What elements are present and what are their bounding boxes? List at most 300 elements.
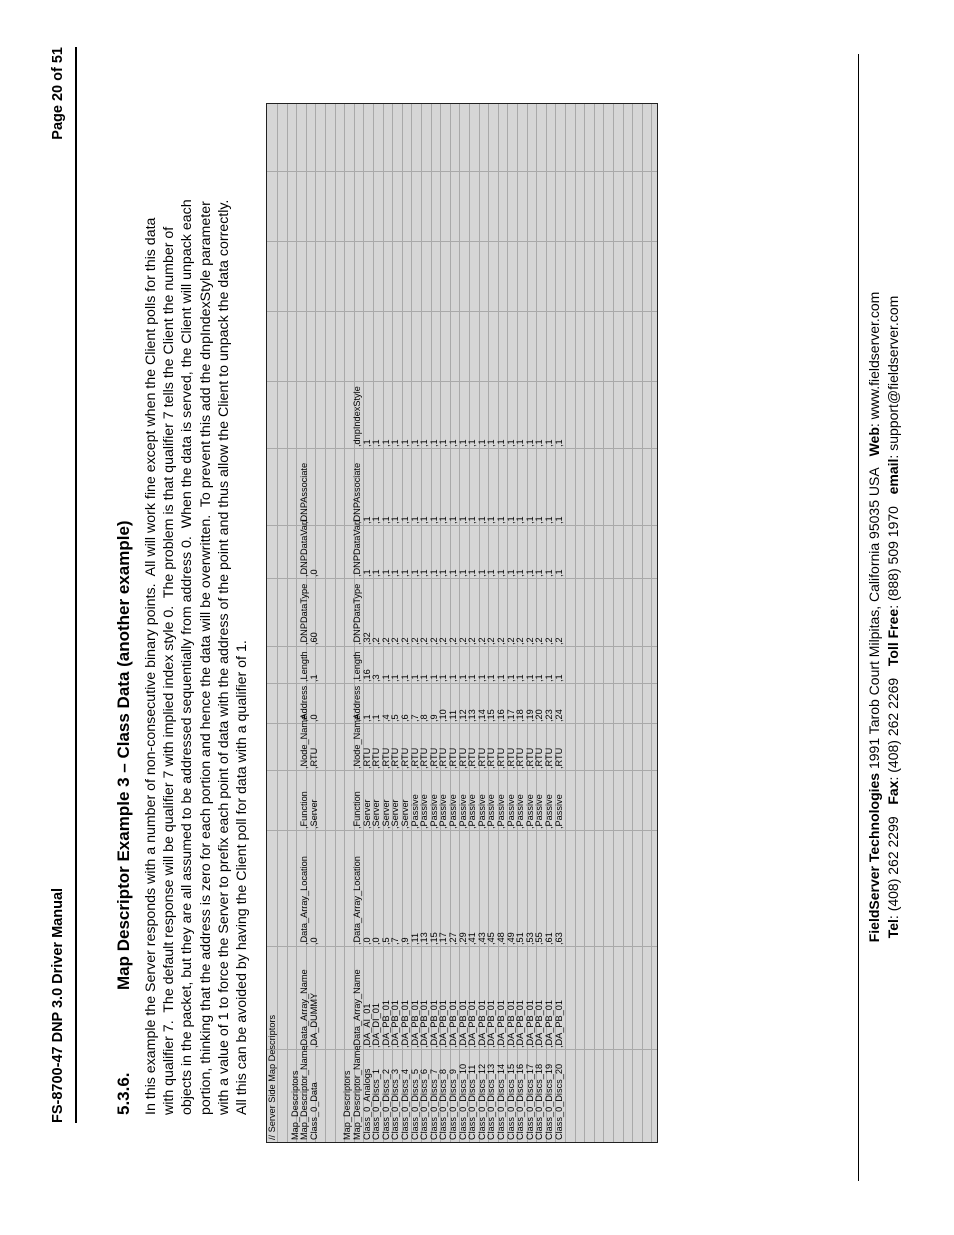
table-cell: ,15 (428, 932, 439, 945)
table-cell: ,1 (505, 516, 516, 524)
table-cell: ,1 (486, 439, 497, 447)
table-cell: ,DNPDataVari (299, 519, 310, 577)
table-cell: Map_Descriptor_Name (299, 1045, 310, 1140)
table-cell: ,1 (428, 516, 439, 524)
table-cell: ,DA_PB_01 (524, 999, 535, 1048)
footer-rule (858, 54, 859, 1181)
table-cell: ,1 (543, 516, 554, 524)
table-cell: Class_0_Discs_11 (467, 1064, 478, 1140)
table-cell: Class_0_Discs_5 (409, 1069, 420, 1140)
table-cell: ,9 (428, 714, 439, 722)
table-cell: ,1 (515, 439, 526, 447)
table-cell: ,1 (447, 674, 458, 682)
table-cell: ,1 (447, 516, 458, 524)
body-line: All this can be avoided by having the Client poll for data with a qualifier of 1. (234, 640, 251, 1115)
table-cell: Class_0_Discs_18 (534, 1063, 545, 1140)
table-cell: ,18 (515, 709, 526, 722)
table-cell: ,DA_PB_01 (409, 999, 420, 1048)
table-cell: ,Server (361, 799, 372, 829)
table-cell: ,1 (505, 439, 516, 447)
table-cell: Class_0_Discs_9 (447, 1069, 458, 1140)
table-cell: ,1 (534, 439, 545, 447)
table-cell: ,RTU (486, 747, 497, 769)
table-cell: ,16 (361, 669, 372, 682)
table-cell: Class_0_Discs_12 (476, 1063, 487, 1140)
table-cell: ,1 (371, 714, 382, 722)
table-cell: ,Passive (553, 794, 564, 829)
grid-row-line (575, 104, 576, 1142)
table-cell: ,7 (390, 937, 401, 945)
table-cell: ,DA_AI_01 (361, 1003, 372, 1048)
body-paragraph (142, 95, 251, 1115)
table-cell: ,DA_PB_01 (380, 999, 391, 1048)
table-cell: ,DA_PB_01 (553, 999, 564, 1048)
table-cell: ,2 (399, 637, 410, 645)
table-cell: ,1 (467, 569, 478, 577)
section-number: 5.3.6. (114, 1072, 133, 1115)
table-cell: ,1 (524, 569, 535, 577)
table-cell: ,60 (308, 632, 319, 645)
table-cell: ,RTU (524, 747, 535, 769)
table-row (430, 104, 440, 1142)
table-cell: ,2 (524, 637, 535, 645)
footer-fax-label: Fax (885, 780, 901, 805)
table-row (507, 104, 517, 1142)
table-cell: ,Data_Array_Location (299, 856, 310, 945)
table-cell: ,2 (390, 637, 401, 645)
table-cell: ,2 (553, 637, 564, 645)
table-row (363, 104, 373, 1142)
table-row (382, 104, 392, 1142)
table-cell: ,1 (428, 674, 439, 682)
table-cell: ,1 (524, 439, 535, 447)
table-cell: ,1 (524, 516, 535, 524)
table-cell: ,1 (419, 439, 430, 447)
table-cell: ,55 (534, 932, 545, 945)
table-cell: ,DA_PB_01 (495, 999, 506, 1048)
grid-row-line (642, 104, 643, 1142)
table-cell: ,1 (543, 674, 554, 682)
table-cell: ,2 (515, 637, 526, 645)
table-cell: ,Passive (428, 794, 439, 829)
table-row (555, 104, 565, 1142)
table-cell: Class_0_Discs_4 (399, 1069, 410, 1140)
table-cell: ,DA_PB_01 (476, 999, 487, 1048)
table-cell: ,1 (476, 439, 487, 447)
table-cell: ,32 (361, 632, 372, 645)
table-cell: ,1 (447, 569, 458, 577)
table-cell: ,2 (428, 637, 439, 645)
table-cell: ,1 (543, 439, 554, 447)
table-row (545, 104, 555, 1142)
table-cell: ,DA_PB_01 (467, 999, 478, 1048)
footer-tollfree-label: Toll Free (885, 608, 901, 667)
table-cell: ,1 (390, 516, 401, 524)
table-cell: ,11 (447, 709, 458, 722)
table-cell: ,51 (515, 932, 526, 945)
table-cell: ,19 (524, 709, 535, 722)
table-cell: ,2 (467, 637, 478, 645)
table-cell: ,Passive (486, 794, 497, 829)
table-cell: ,Server (390, 799, 401, 829)
table-cell: ,DA_PB_01 (419, 999, 430, 1048)
table-cell: ,Data_Array_Name (299, 969, 310, 1048)
table-cell: ,DA_PB_01 (534, 999, 545, 1048)
table-cell: ,16 (495, 709, 506, 722)
table-cell: ,1 (476, 569, 487, 577)
table-cell: ,DA_PB_01 (447, 999, 458, 1048)
table-row (478, 104, 488, 1142)
table-row (459, 104, 469, 1142)
table-cell: Class_0_Discs_8 (438, 1069, 449, 1140)
footer-web-link[interactable]: : www.fieldserver.com (866, 291, 882, 428)
table-cell: ,DA_DI_01 (371, 1003, 382, 1048)
table-cell: ,2 (457, 637, 468, 645)
table-cell: ,6 (399, 714, 410, 722)
table-cell: ,1 (361, 516, 372, 524)
table-cell: ,2 (380, 637, 391, 645)
table-cell: ,0 (308, 714, 319, 722)
table-cell: Map_Descriptor_Name (351, 1045, 362, 1140)
table-cell: ,1 (371, 516, 382, 524)
table-cell: // Server Side Map Descriptors (266, 1014, 277, 1140)
table-cell: ,1 (467, 439, 478, 447)
table-cell: ,13 (419, 932, 430, 945)
footer-tollfree: : (888) 509 1970 (885, 494, 901, 609)
table-cell: ,2 (438, 637, 449, 645)
table-cell: ,RTU (380, 747, 391, 769)
table-cell: ,1 (438, 439, 449, 447)
table-cell: ,2 (409, 637, 420, 645)
table-cell: Class_0_Discs_2 (380, 1069, 391, 1140)
table-cell: ,41 (467, 932, 478, 945)
table-cell: ,1 (399, 569, 410, 577)
table-cell: ,5 (380, 937, 391, 945)
table-cell: ,1 (495, 569, 506, 577)
table-cell: ,Passive (534, 794, 545, 829)
body-line: In this example the Server responds with a number of non-consecutive binary points. All will work fine except when the Client polls for this data (143, 217, 159, 1115)
table-cell: ,24 (553, 709, 564, 722)
table-cell: ,5 (390, 714, 401, 722)
table-cell: ,2 (419, 637, 430, 645)
table-cell: ,DNPAssociate (299, 462, 310, 524)
table-cell: ,1 (428, 569, 439, 577)
table-cell: ,DNPDataVari (351, 519, 362, 577)
table-cell: ,0 (308, 569, 319, 577)
table-cell: ,7 (409, 714, 420, 722)
table-cell: ,1 (553, 569, 564, 577)
table-cell: ,RTU (467, 747, 478, 769)
table-cell: ,1 (438, 569, 449, 577)
table-cell: ,DA_PB_01 (543, 999, 554, 1048)
table-row (420, 104, 430, 1142)
table-header-row (300, 104, 310, 1142)
table-cell: ,1 (553, 516, 564, 524)
table-cell: ,1 (467, 516, 478, 524)
footer-line-1 (866, 257, 882, 977)
table-cell: ,DNPAssociate (351, 462, 362, 524)
table-cell: Map_Descriptors (289, 1070, 300, 1140)
table-cell: ,Passive (438, 794, 449, 829)
footer-fax: : (408) 262 2269 (885, 666, 901, 781)
grid-row-line (632, 104, 633, 1142)
table-cell: ,1 (409, 674, 420, 682)
table-cell: ,Passive (505, 794, 516, 829)
table-cell: Class_0_Discs_17 (524, 1063, 535, 1140)
table-cell: Map_Descriptors (342, 1070, 353, 1140)
table-row (487, 104, 497, 1142)
table-cell: ,Data_Array_Name (351, 969, 362, 1048)
table-cell: ,Length (299, 651, 310, 682)
table-cell: ,1 (553, 674, 564, 682)
footer-email-label: email (885, 458, 901, 495)
table-cell: ,2 (476, 637, 487, 645)
table-cell: ,1 (457, 439, 468, 447)
table-cell: ,RTU (390, 747, 401, 769)
table-cell: ,4 (380, 714, 391, 722)
table-cell: ,2 (371, 637, 382, 645)
table-cell: ,RTU (419, 747, 430, 769)
table-cell: ,0 (371, 937, 382, 945)
table-cell: ,1 (495, 439, 506, 447)
table-cell: ,1 (409, 569, 420, 577)
table-cell: ,RTU (399, 747, 410, 769)
table-cell: ,1 (467, 674, 478, 682)
table-cell: ,1 (457, 674, 468, 682)
table-cell: ,1 (505, 674, 516, 682)
table-row (372, 104, 382, 1142)
table-cell: ,1 (438, 516, 449, 524)
table-cell: Class_0_Discs_16 (515, 1063, 526, 1140)
table-cell: Class_0_Analogs (361, 1068, 372, 1140)
table-row (391, 104, 401, 1142)
table-cell: ,Passive (476, 794, 487, 829)
footer-address: 1991 Tarob Court Milpitas, California 95035 USA (866, 456, 882, 773)
table-cell: ,Function (299, 791, 310, 829)
table-row (468, 104, 478, 1142)
table-cell: ,8 (419, 714, 430, 722)
table-cell: ,14 (476, 709, 487, 722)
table-cell: ,17 (505, 709, 516, 722)
table-row (449, 104, 459, 1142)
table-cell: Class_0_Discs_15 (505, 1063, 516, 1140)
table-cell: ,RTU (515, 747, 526, 769)
table-cell: ,Address (299, 685, 310, 722)
table-cell: ,dnpIndexStyle (351, 386, 362, 447)
table-cell: ,2 (486, 637, 497, 645)
table-cell: ,63 (553, 932, 564, 945)
table-cell: ,20 (534, 709, 545, 722)
table-cell: ,Passive (495, 794, 506, 829)
table-cell: Class_0_Discs_1 (371, 1069, 382, 1140)
table-cell: ,3 (371, 674, 382, 682)
table-cell: ,1 (390, 674, 401, 682)
table-cell: ,DA_PB_01 (428, 999, 439, 1048)
table-cell: ,1 (409, 516, 420, 524)
body-line: portion, thinking that the address is zero for each portion and hence the data will be overwritten. To prevent this add the dnpIndexStyle parameter (197, 201, 214, 1115)
table-cell: ,DA_DUMMY (308, 992, 319, 1048)
grid-row-line (613, 104, 614, 1142)
table-cell: ,DA_PB_01 (438, 999, 449, 1048)
table-cell: ,Node_Name (299, 714, 310, 769)
table-cell: ,RTU (495, 747, 506, 769)
table-cell: Class_0_Discs_3 (390, 1069, 401, 1140)
table-cell: ,1 (361, 569, 372, 577)
table-cell: Class_0_Discs_7 (428, 1069, 439, 1140)
grid-row-line (594, 104, 595, 1142)
table-cell: ,Passive (467, 794, 478, 829)
table-cell: ,1 (476, 516, 487, 524)
footer-line-2 (885, 257, 901, 977)
table-cell: ,1 (495, 674, 506, 682)
map-descriptor-table (266, 103, 658, 1143)
table-cell: ,12 (457, 709, 468, 722)
table-cell: ,1 (380, 439, 391, 447)
table-cell: ,DNPDataType (351, 583, 362, 645)
grid-row-line (565, 104, 566, 1142)
table-cell: ,1 (361, 714, 372, 722)
table-cell: ,Passive (515, 794, 526, 829)
table-cell: ,1 (419, 516, 430, 524)
header-rule (75, 47, 77, 1123)
table-cell: ,1 (399, 439, 410, 447)
table-cell: ,1 (380, 516, 391, 524)
table-cell: ,1 (390, 439, 401, 447)
table-comment-row (268, 104, 278, 1142)
table-cell: ,RTU (534, 747, 545, 769)
table-cell: ,43 (476, 932, 487, 945)
table-cell: ,2 (447, 637, 458, 645)
table-cell: ,1 (409, 439, 420, 447)
table-cell: ,1 (515, 674, 526, 682)
table-cell: ,DA_PB_01 (515, 999, 526, 1048)
table-cell: ,1 (380, 569, 391, 577)
body-line: with a value of 1 to force the Server to prefix each point of data with the address of the point and thus allow the Client to unpack the data correctly. (215, 199, 232, 1115)
table-cell: ,1 (534, 516, 545, 524)
table-cell: Class_0_Data (308, 1082, 319, 1140)
table-cell: ,DA_PB_01 (390, 999, 401, 1048)
table-cell: Class_0_Discs_10 (457, 1063, 468, 1140)
footer-email-link[interactable]: : support@fieldserver.com (885, 295, 901, 459)
footer-tel: : (408) 262 2299 (885, 804, 901, 920)
table-cell: ,Server (371, 799, 382, 829)
table-cell: ,1 (390, 569, 401, 577)
table-cell: ,17 (438, 932, 449, 945)
table-cell: ,RTU (543, 747, 554, 769)
table-cell: ,1 (457, 516, 468, 524)
table-cell: ,11 (409, 932, 420, 945)
body-line: objects in the packet, but they are all assumed to be addressed sequentially from address 0. When the data is served, the Client will unpack each (179, 199, 196, 1115)
table-cell: ,DA_PB_01 (457, 999, 468, 1048)
table-cell: ,13 (467, 709, 478, 722)
table-cell: ,53 (524, 932, 535, 945)
table-cell: ,9 (399, 937, 410, 945)
table-row (526, 104, 536, 1142)
table-cell: ,1 (534, 674, 545, 682)
table-cell: Class_0_Discs_19 (543, 1063, 554, 1140)
table-cell: ,1 (399, 674, 410, 682)
table-cell: ,1 (543, 569, 554, 577)
table-cell: ,2 (505, 637, 516, 645)
table-cell: ,1 (419, 674, 430, 682)
table-cell: ,1 (515, 516, 526, 524)
table-cell: ,1 (428, 439, 439, 447)
page-number: Page 20 of 51 (50, 47, 66, 140)
table-cell: ,2 (534, 637, 545, 645)
table-cell: ,0 (308, 937, 319, 945)
table-cell: ,Length (351, 651, 362, 682)
footer-company: FieldServer Technologies (866, 772, 882, 943)
table-cell: ,1 (486, 674, 497, 682)
table-cell: ,1 (308, 674, 319, 682)
table-cell: ,RTU (308, 747, 319, 769)
table-cell: ,1 (438, 674, 449, 682)
table-cell: ,1 (486, 516, 497, 524)
table-cell: ,1 (447, 439, 458, 447)
table-cell: ,Function (351, 791, 362, 829)
table-cell: ,Server (380, 799, 391, 829)
table-cell: ,1 (515, 569, 526, 577)
table-cell: ,1 (399, 516, 410, 524)
footer-tel-label: Tel (885, 919, 901, 939)
table-row (516, 104, 526, 1142)
table-cell: ,1 (371, 439, 382, 447)
table-cell: ,RTU (447, 747, 458, 769)
grid-row-line (651, 104, 652, 1142)
grid-row-line (584, 104, 585, 1142)
grid-row-line (325, 104, 326, 1142)
table-cell: ,RTU (457, 747, 468, 769)
table-cell: ,1 (457, 569, 468, 577)
table-cell: ,Passive (409, 794, 420, 829)
table-cell: ,Passive (457, 794, 468, 829)
grid-row-line (287, 104, 288, 1142)
table-row (497, 104, 507, 1142)
footer-web-label: Web (866, 427, 882, 457)
grid-row-line (335, 104, 336, 1142)
table-cell: ,29 (457, 932, 468, 945)
table-row (310, 104, 320, 1142)
table-cell: ,15 (486, 709, 497, 722)
table-cell: ,RTU (553, 747, 564, 769)
table-row (401, 104, 411, 1142)
table-cell: ,RTU (505, 747, 516, 769)
table-cell: ,2 (543, 637, 554, 645)
table-cell: ,2 (495, 637, 506, 645)
table-cell: ,DA_PB_01 (505, 999, 516, 1048)
table-cell: ,DA_PB_01 (399, 999, 410, 1048)
table-cell: ,48 (495, 932, 506, 945)
table-cell: ,Node_Name (351, 714, 362, 769)
table-cell: ,Passive (447, 794, 458, 829)
table-cell: ,Server (308, 799, 319, 829)
table-cell: ,RTU (371, 747, 382, 769)
body-line: with qualifier 7. The default response will be qualifier 7 with implied index style 0. The problem is that qualifier 7 tells the Client the number of (161, 226, 178, 1115)
table-cell: ,Data_Array_Location (351, 856, 362, 945)
table-cell: ,1 (371, 569, 382, 577)
grid-row-line (277, 104, 278, 1142)
table-cell: ,23 (543, 709, 554, 722)
table-cell: ,DA_PB_01 (486, 999, 497, 1048)
table-cell: Class_0_Discs_6 (419, 1069, 430, 1140)
grid-row-line (623, 104, 624, 1142)
table-cell: ,1 (419, 569, 430, 577)
table-cell: ,61 (543, 932, 554, 945)
table-cell: ,1 (505, 569, 516, 577)
grid-row-line (603, 104, 604, 1142)
table-cell: ,10 (438, 709, 449, 722)
section-title: Map Descriptor Example 3 – Class Data (another example) (114, 520, 133, 990)
